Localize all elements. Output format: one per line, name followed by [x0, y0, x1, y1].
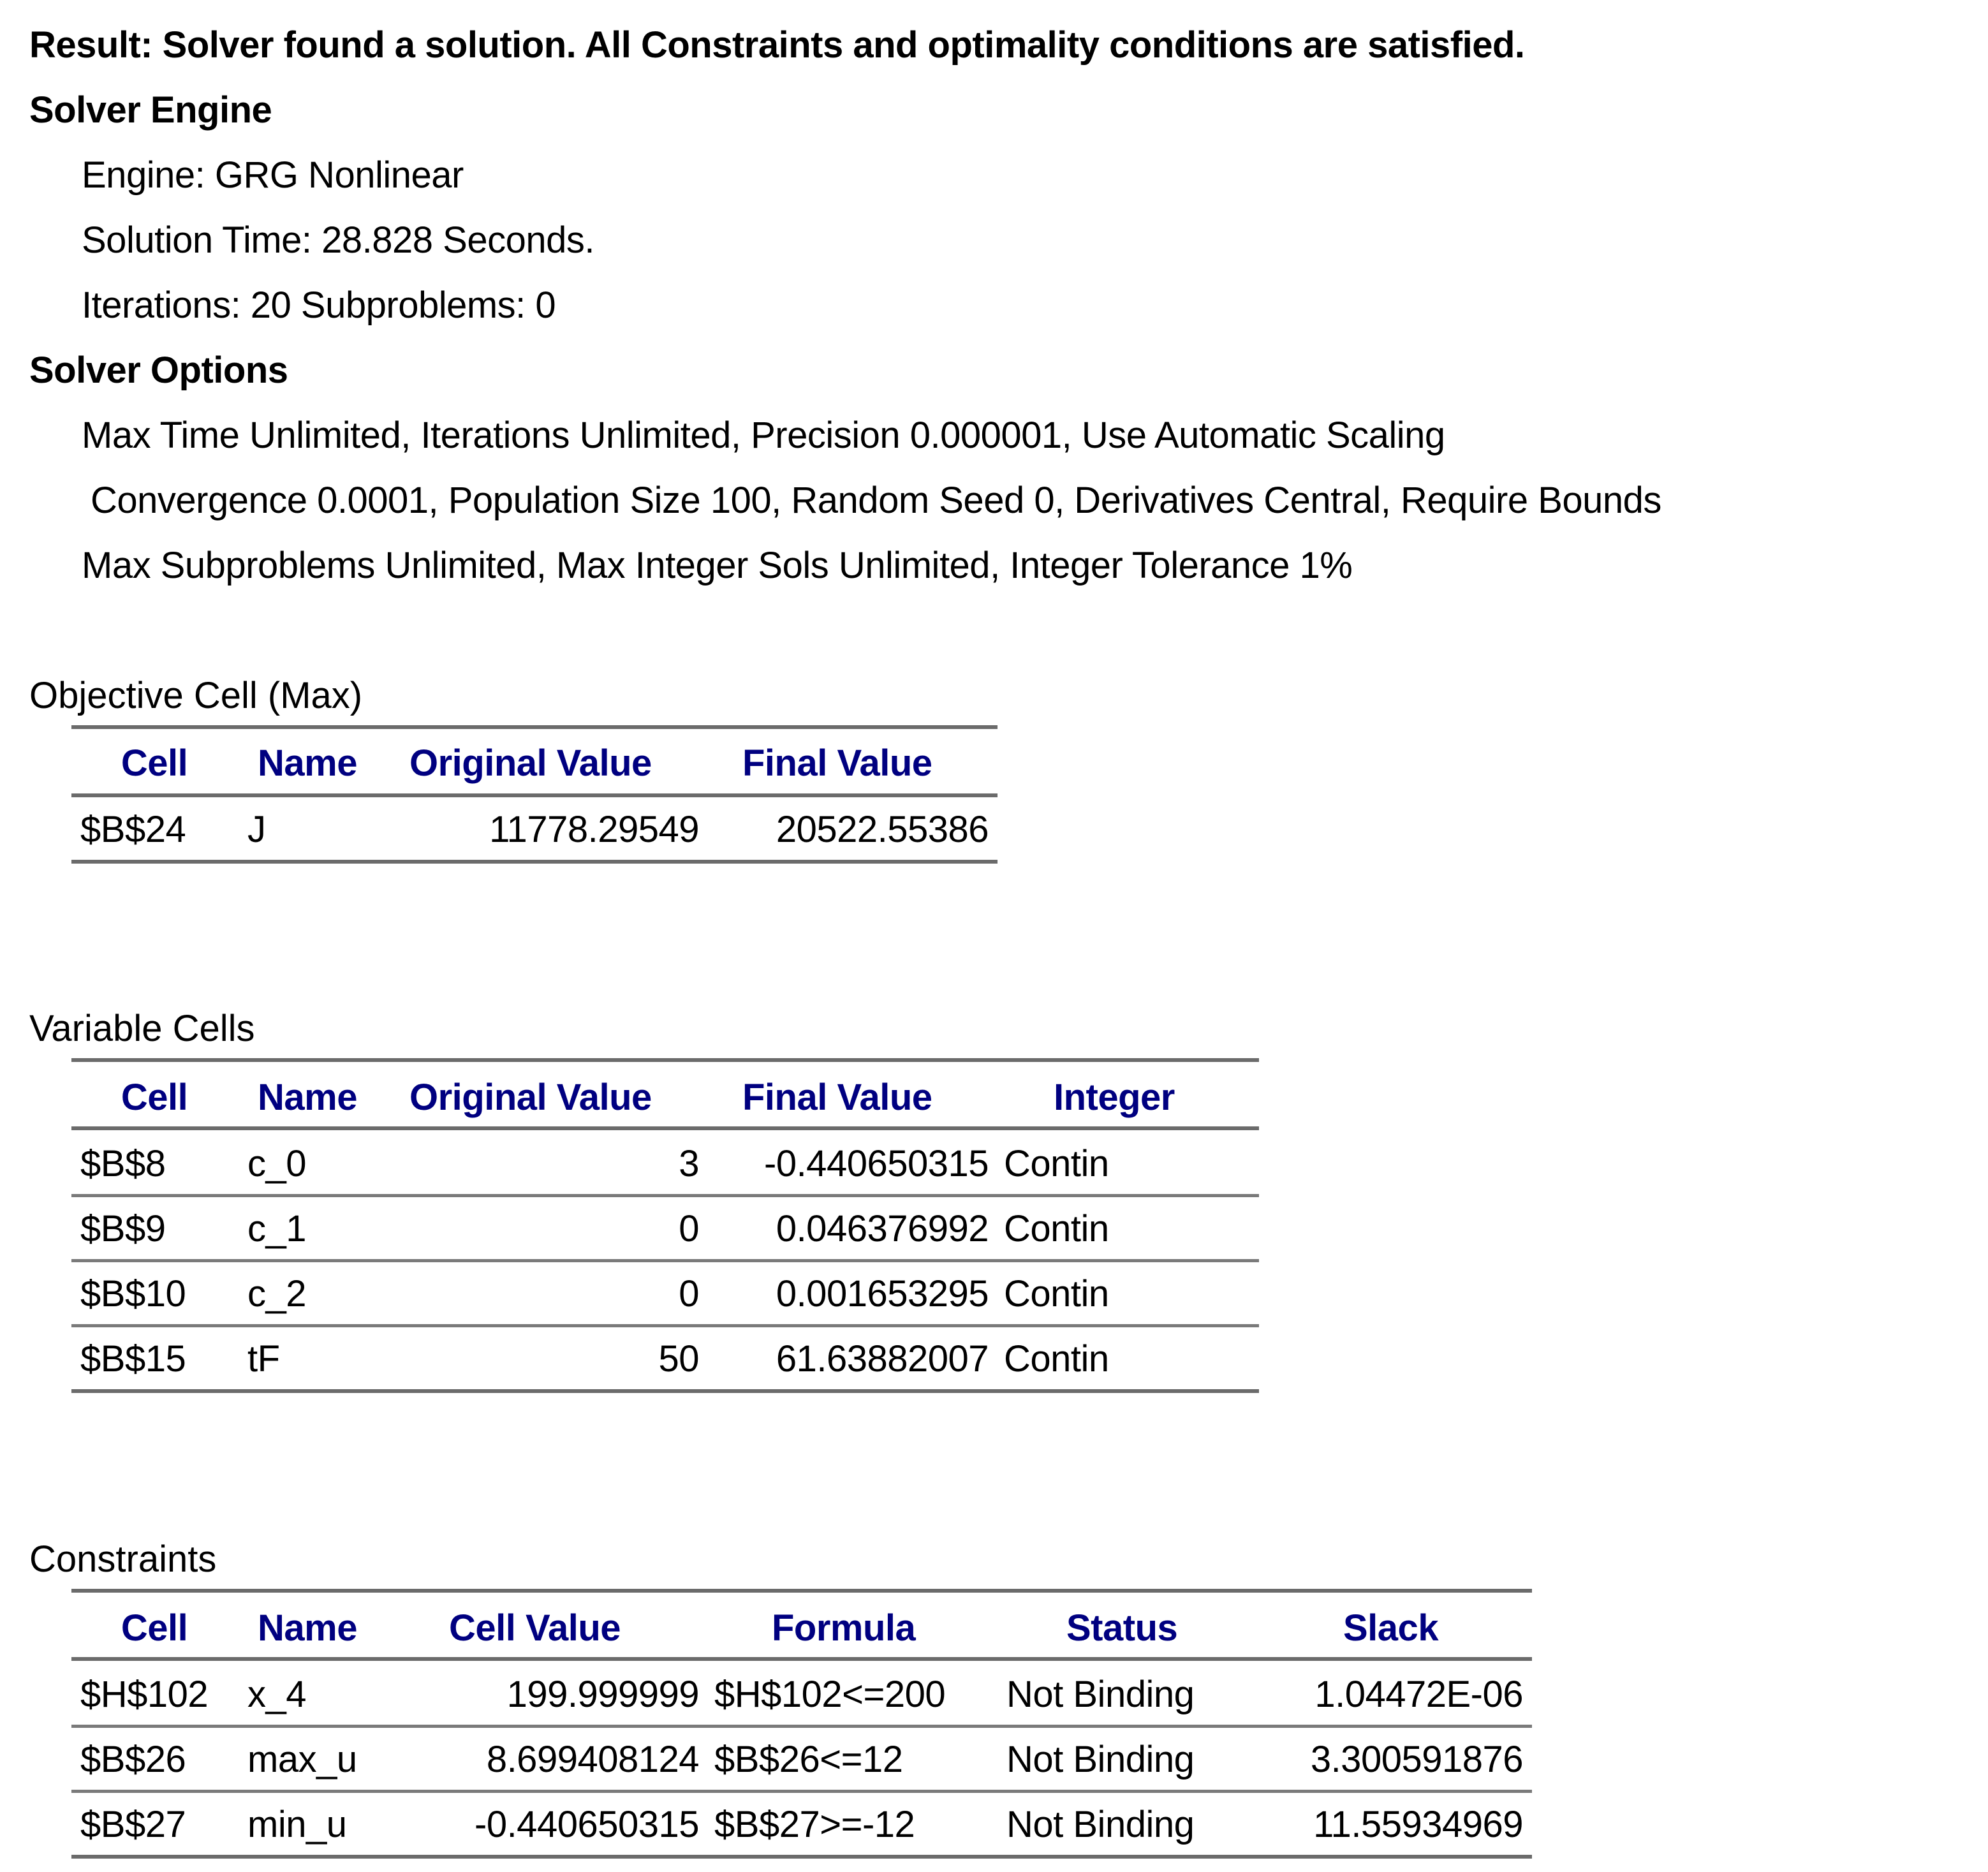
col-header-slack: Slack [1343, 1607, 1439, 1649]
col-header-cell: Cell [121, 1077, 188, 1118]
col-header-cell: Cell [121, 742, 188, 784]
cell-final-value: 0.046376992 [776, 1208, 989, 1249]
cell-slack: 11.55934969 [1313, 1804, 1523, 1845]
cell-final-value: -0.440650315 [764, 1143, 989, 1184]
cell-original-value: 11778.29549 [489, 809, 699, 850]
col-header-final-value: Final Value [742, 742, 932, 784]
cell-integer: Contin [1004, 1143, 1109, 1184]
table-rule [71, 1589, 1532, 1593]
cell-name: x_4 [247, 1674, 307, 1715]
cell-status: Not Binding [1006, 1804, 1195, 1845]
solution-time-line: Solution Time: 28.828 Seconds. [82, 219, 594, 261]
col-header-name: Name [258, 1077, 357, 1118]
cell-formula: $B$26<=12 [714, 1739, 903, 1780]
table-rule [71, 793, 998, 797]
cell-final-value: 0.001653295 [776, 1273, 989, 1315]
cell-ref: $B$26 [80, 1739, 186, 1780]
cell-slack: 3.300591876 [1310, 1739, 1523, 1780]
cell-ref: $H$102 [80, 1674, 209, 1715]
row-rule [71, 1324, 1259, 1327]
variables-section-title: Variable Cells [29, 1008, 255, 1049]
cell-integer: Contin [1004, 1273, 1109, 1315]
col-header-final-value: Final Value [742, 1077, 932, 1118]
row-rule [71, 1725, 1532, 1728]
cell-name: tF [247, 1338, 280, 1380]
cell-value: -0.440650315 [475, 1804, 699, 1845]
row-rule [71, 1259, 1259, 1262]
cell-integer: Contin [1004, 1338, 1109, 1380]
cell-formula: $B$27>=-12 [714, 1804, 915, 1845]
cell-final-value: 20522.55386 [776, 809, 989, 850]
col-header-cell: Cell [121, 1607, 188, 1649]
cell-slack: 1.04472E-06 [1314, 1674, 1523, 1715]
cell-original-value: 0 [679, 1208, 699, 1249]
solver-options-heading: Solver Options [29, 350, 288, 391]
col-header-status: Status [1066, 1607, 1178, 1649]
table-rule [71, 860, 998, 864]
cell-value: 199.999999 [506, 1674, 699, 1715]
result-message: Result: Solver found a solution. All Constraints and optimality conditions are satisfied. [29, 24, 1525, 66]
engine-line: Engine: GRG Nonlinear [82, 154, 464, 196]
cell-name: J [247, 809, 266, 850]
cell-ref: $B$8 [80, 1143, 166, 1184]
cell-final-value: 61.63882007 [776, 1338, 989, 1380]
cell-original-value: 3 [679, 1143, 699, 1184]
cell-value: 8.699408124 [486, 1739, 699, 1780]
cell-status: Not Binding [1006, 1674, 1195, 1715]
cell-integer: Contin [1004, 1208, 1109, 1249]
solver-options-line-1: Max Time Unlimited, Iterations Unlimited, Precision 0.000001, Use Automatic Scaling [82, 415, 1445, 456]
col-header-original-value: Original Value [409, 1077, 652, 1118]
cell-original-value: 50 [658, 1338, 699, 1380]
col-header-formula: Formula [772, 1607, 916, 1649]
solver-options-line-3: Max Subproblems Unlimited, Max Integer Sols Unlimited, Integer Tolerance 1% [82, 545, 1353, 586]
col-header-original-value: Original Value [409, 742, 652, 784]
cell-ref: $B$9 [80, 1208, 166, 1249]
table-rule [71, 725, 998, 729]
col-header-name: Name [258, 1607, 357, 1649]
cell-ref: $B$10 [80, 1273, 186, 1315]
cell-ref: $B$15 [80, 1338, 186, 1380]
cell-name: c_0 [247, 1143, 307, 1184]
cell-formula: $H$102<=200 [714, 1674, 946, 1715]
cell-ref: $B$27 [80, 1804, 186, 1845]
cell-name: c_1 [247, 1208, 307, 1249]
table-rule [71, 1058, 1259, 1062]
solver-options-line-2: Convergence 0.0001, Population Size 100, Random Seed 0, Derivatives Central, Require Bounds [91, 480, 1661, 521]
table-rule [71, 1855, 1532, 1859]
cell-name: min_u [247, 1804, 347, 1845]
table-rule [71, 1126, 1259, 1130]
cell-ref: $B$24 [80, 809, 186, 850]
cell-name: max_u [247, 1739, 357, 1780]
solver-engine-heading: Solver Engine [29, 89, 272, 131]
table-rule [71, 1389, 1259, 1393]
objective-section-title: Objective Cell (Max) [29, 675, 363, 716]
cell-original-value: 0 [679, 1273, 699, 1315]
iterations-line: Iterations: 20 Subproblems: 0 [82, 284, 556, 326]
row-rule [71, 1194, 1259, 1197]
col-header-integer: Integer [1054, 1077, 1175, 1118]
col-header-name: Name [258, 742, 357, 784]
constraints-section-title: Constraints [29, 1538, 217, 1580]
cell-name: c_2 [247, 1273, 307, 1315]
row-rule [71, 1790, 1532, 1793]
col-header-cell-value: Cell Value [449, 1607, 621, 1649]
table-rule [71, 1657, 1532, 1661]
cell-status: Not Binding [1006, 1739, 1195, 1780]
